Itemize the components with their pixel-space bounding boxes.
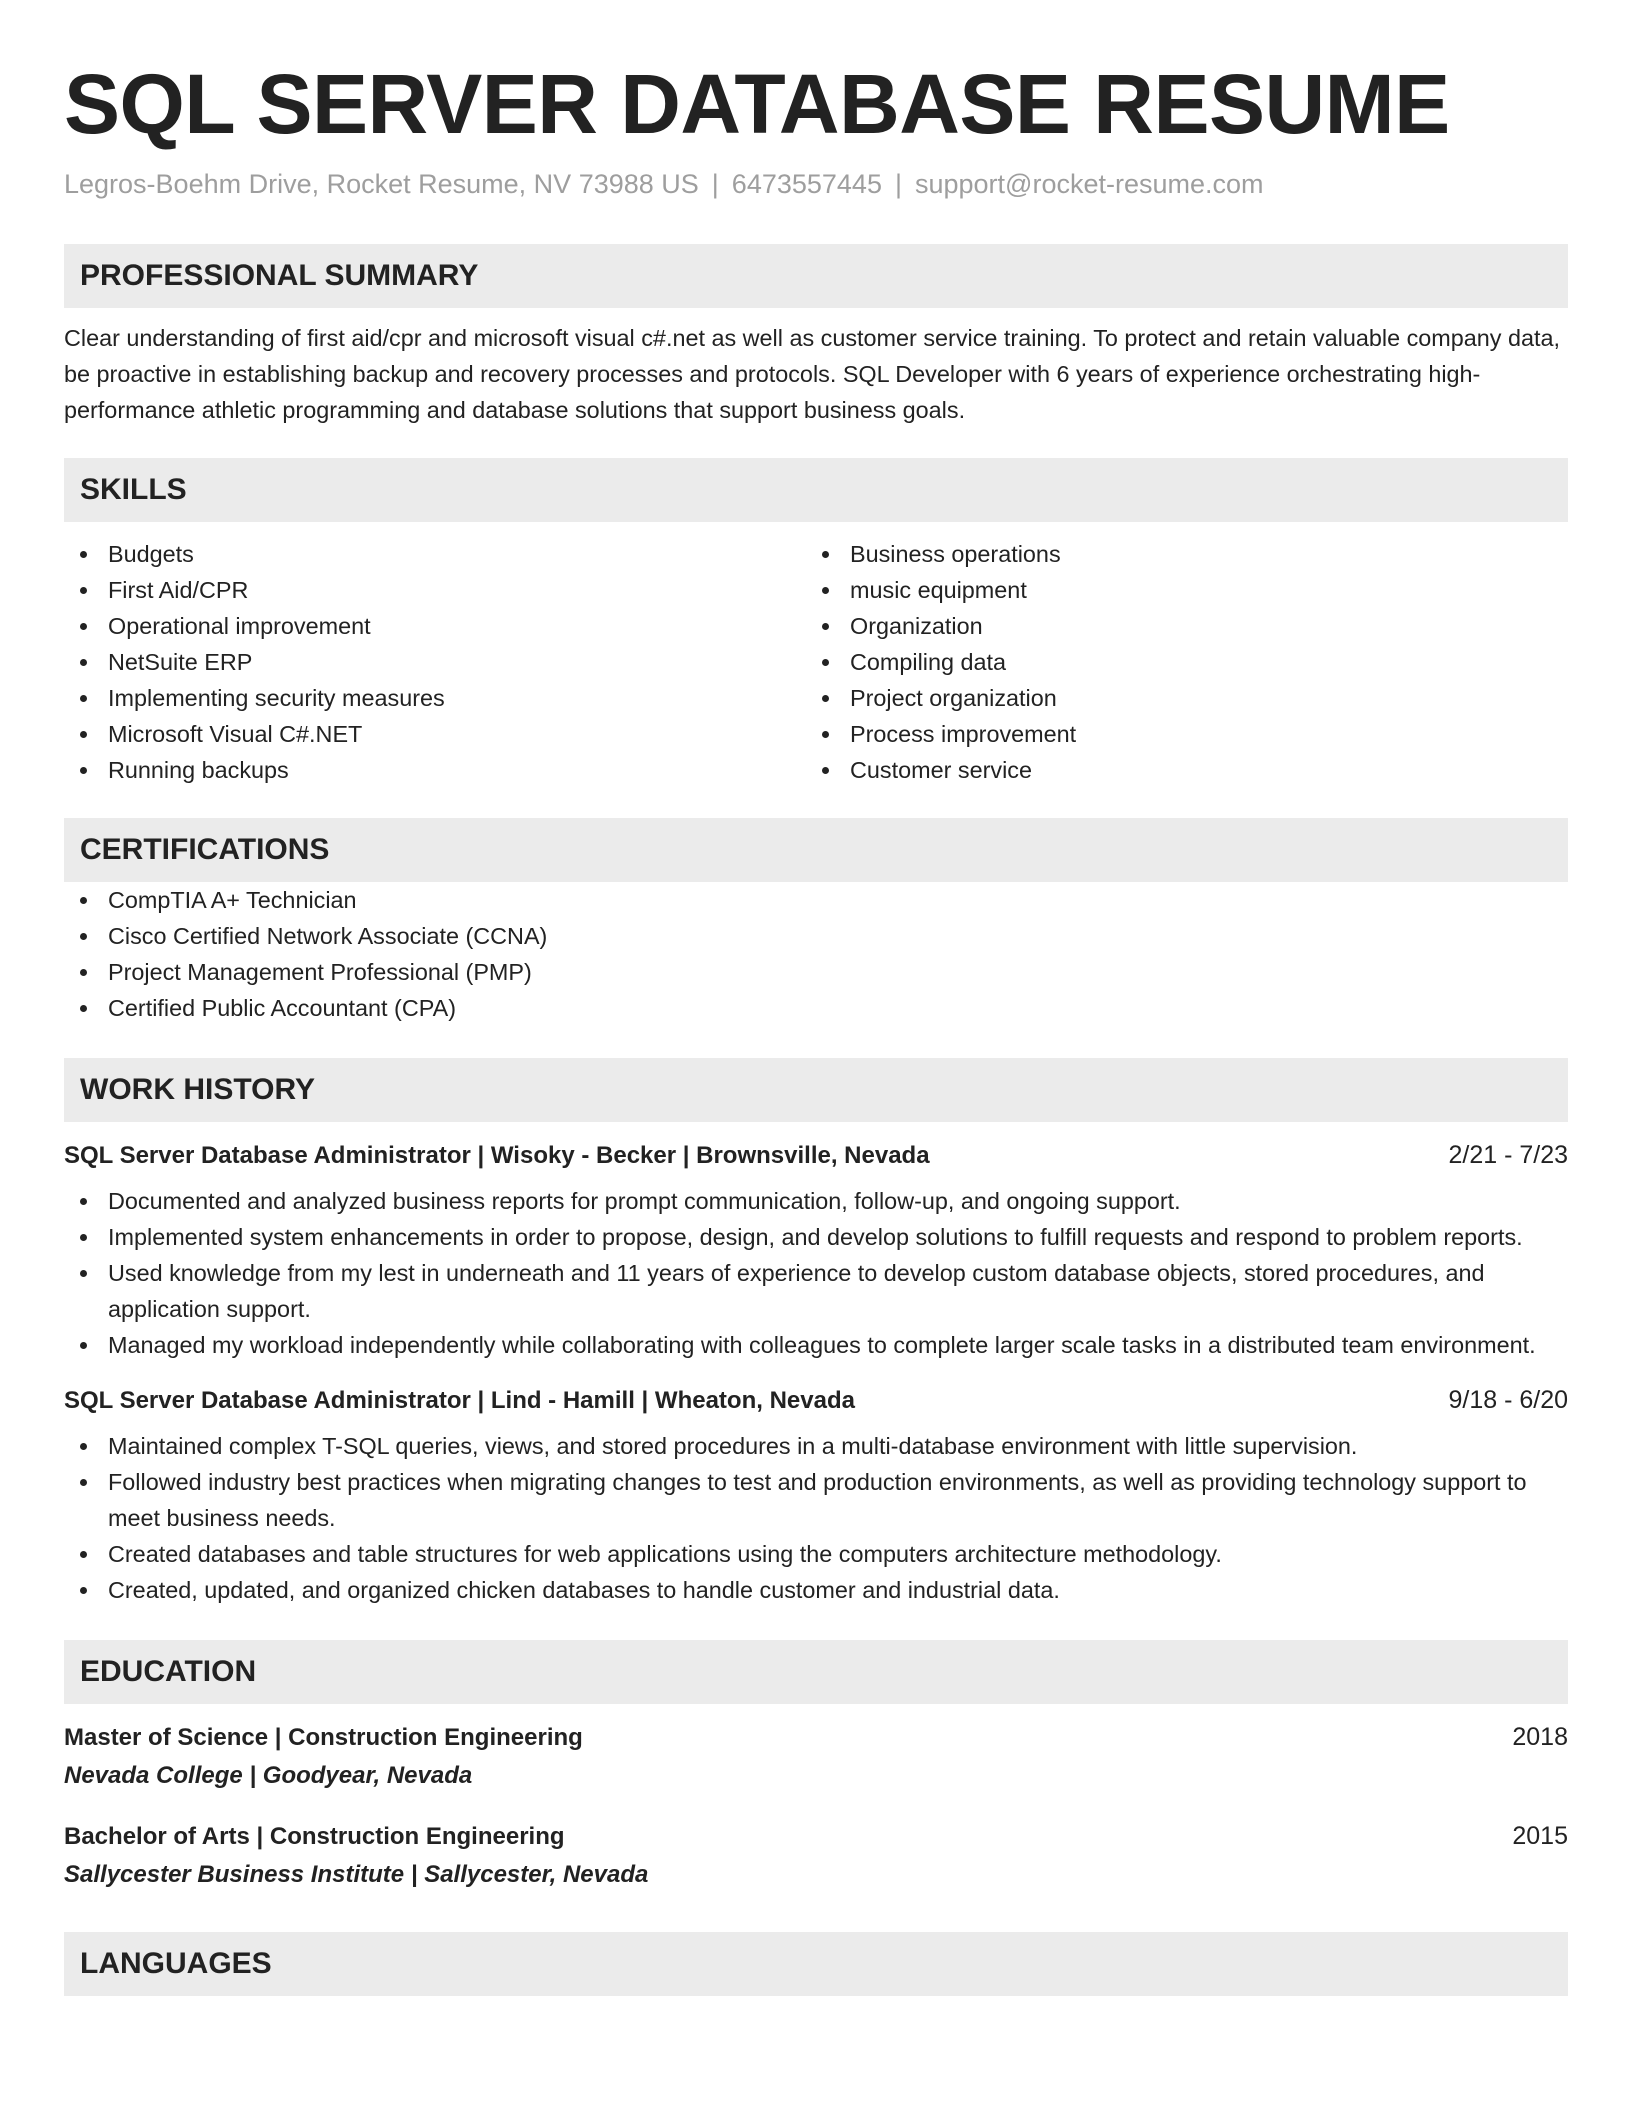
section-header-skills: SKILLS [64, 458, 1568, 522]
job-bullet: Created, updated, and organized chicken databases to handle customer and industrial data. [64, 1572, 1568, 1608]
certification-item: Certified Public Accountant (CPA) [64, 990, 1568, 1026]
skill-item: Customer service [806, 752, 1548, 788]
skills-list-left [64, 536, 806, 788]
job-title: SQL Server Database Administrator | Wisoky - Becker | Brownsville, Nevada [64, 1142, 930, 1169]
skill-item: Budgets [64, 536, 806, 572]
education-school: Sallycester Business Institute | Sallycester, Nevada [64, 1861, 649, 1888]
certification-item: Project Management Professional (PMP) [64, 954, 1568, 990]
skills-column-left [64, 536, 806, 788]
summary-text: Clear understanding of first aid/cpr and microsoft visual c#.net as well as customer service training. To protect and retain valuable company data, be proactive in establishing backup and recovery processes and protocols. SQL Developer with 6 years of experience orchestrating high-performance athletic programming and database solutions that support business goals. [64, 325, 1561, 423]
education-header [64, 1817, 1568, 1856]
job-bullet: Used knowledge from my lest in underneath and 11 years of experience to develop custom database objects, stored procedures, and application support. [64, 1255, 1568, 1327]
skill-item: Process improvement [806, 716, 1548, 752]
certification-item: Cisco Certified Network Associate (CCNA) [64, 918, 1568, 954]
skill-item: First Aid/CPR [64, 572, 806, 608]
job-bullet: Implemented system enhancements in order to propose, design, and develop solutions to fulfill requests and respond to problem reports. [64, 1219, 1568, 1255]
skills-list-right [806, 536, 1548, 788]
skills-grid [64, 536, 1568, 788]
education-school: Nevada College | Goodyear, Nevada [64, 1762, 473, 1789]
skill-item: Operational improvement [64, 608, 806, 644]
job-entry [64, 1136, 1568, 1363]
job-bullet: Managed my workload independently while collaborating with colleagues to complete larger scale tasks in a distributed team environment. [64, 1327, 1568, 1363]
section-header-education: EDUCATION [64, 1640, 1568, 1704]
contact-phone: 6473557445 [731, 169, 882, 199]
resume-page [64, 0, 1568, 1996]
contact-separator: | [711, 169, 719, 199]
skill-item: Organization [806, 608, 1548, 644]
contact-line [64, 166, 1568, 202]
education-degree: Bachelor of Arts | Construction Engineering [64, 1823, 565, 1850]
contact-address: Legros-Boehm Drive, Rocket Resume, NV 73988 US [64, 169, 699, 199]
skill-item: NetSuite ERP [64, 644, 806, 680]
skills-column-right [806, 536, 1548, 788]
education-entry [64, 1718, 1568, 1795]
skill-item: Running backups [64, 752, 806, 788]
job-title: SQL Server Database Administrator | Lind - Hamill | Wheaton, Nevada [64, 1387, 855, 1414]
job-bullet: Documented and analyzed business reports for prompt communication, follow-up, and ongoing support. [64, 1183, 1568, 1219]
education-year: 2018 [1512, 1723, 1568, 1751]
section-header-work-history: WORK HISTORY [64, 1058, 1568, 1122]
job-bullet: Followed industry best practices when migrating changes to test and production environments, as well as providing technology support to meet business needs. [64, 1464, 1568, 1536]
job-bullets [64, 1183, 1568, 1363]
contact-separator: | [894, 169, 902, 199]
education-degree: Master of Science | Construction Engineering [64, 1724, 583, 1751]
skill-item: Implementing security measures [64, 680, 806, 716]
skill-item: music equipment [806, 572, 1548, 608]
education-entry [64, 1817, 1568, 1894]
education-header [64, 1718, 1568, 1757]
certification-item: CompTIA A+ Technician [64, 882, 1568, 918]
resume-title: SQL SERVER DATABASE RESUME [64, 57, 1450, 151]
job-dates: 2/21 - 7/23 [1448, 1141, 1568, 1169]
education-year: 2015 [1512, 1822, 1568, 1850]
skill-item: Compiling data [806, 644, 1548, 680]
certifications-list [64, 882, 1568, 1026]
job-dates: 9/18 - 6/20 [1448, 1386, 1568, 1414]
job-entry [64, 1381, 1568, 1608]
skill-item: Microsoft Visual C#.NET [64, 716, 806, 752]
job-header [64, 1136, 1568, 1175]
contact-email: support@rocket-resume.com [914, 169, 1264, 199]
job-header [64, 1381, 1568, 1420]
skill-item: Project organization [806, 680, 1548, 716]
section-header-languages: LANGUAGES [64, 1932, 1568, 1996]
job-bullet: Created databases and table structures for web applications using the computers architecture methodology. [64, 1536, 1568, 1572]
job-bullet: Maintained complex T-SQL queries, views, and stored procedures in a multi-database environment with little supervision. [64, 1428, 1568, 1464]
skill-item: Business operations [806, 536, 1548, 572]
job-bullets [64, 1428, 1568, 1608]
section-header-summary: PROFESSIONAL SUMMARY [64, 244, 1568, 308]
section-header-certifications: CERTIFICATIONS [64, 818, 1568, 882]
